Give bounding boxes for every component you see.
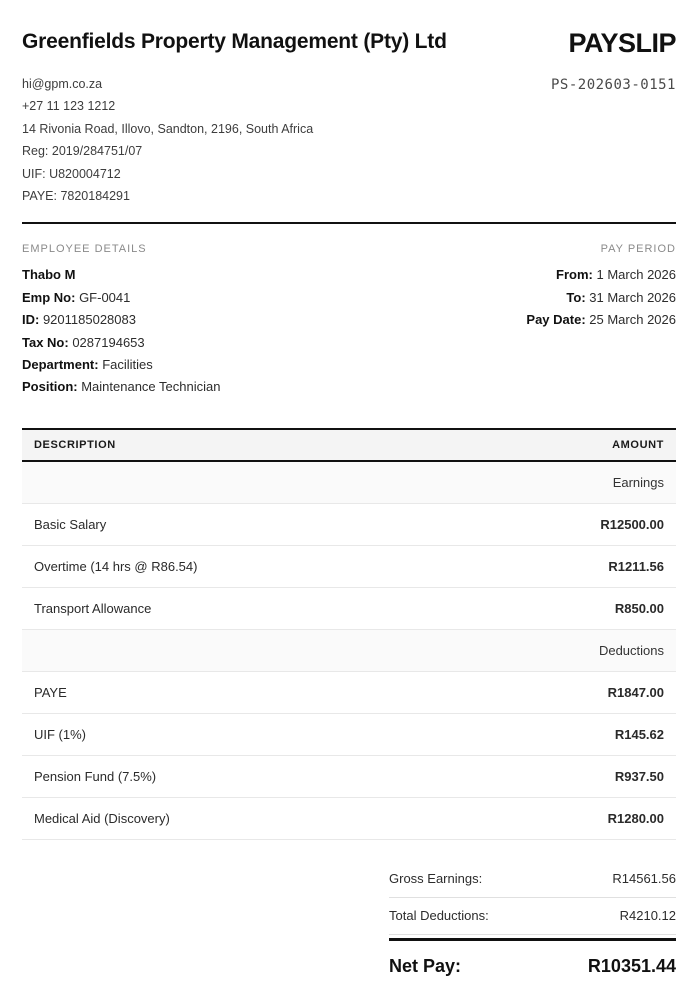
row-amount: R850.00 — [465, 587, 676, 629]
table-row — [22, 503, 676, 545]
field-value: 25 March 2026 — [585, 312, 676, 328]
empty-cell — [22, 461, 465, 504]
company-name: Greenfields Property Management (Pty) Ltd — [22, 30, 447, 53]
row-description: Pension Fund (7.5%) — [22, 755, 465, 797]
employee-id — [22, 309, 220, 331]
row-amount: R937.50 — [465, 755, 676, 797]
payslip-number: PS-202603-0151 — [550, 77, 676, 93]
table-header-description: DESCRIPTION — [22, 429, 465, 461]
table-header-amount: AMOUNT — [465, 429, 676, 461]
row-description: Transport Allowance — [22, 587, 465, 629]
employee-details-label: EMPLOYEE DETAILS — [22, 243, 147, 256]
company-email: hi@gpm.co.za — [22, 77, 103, 91]
net-pay-label: Net Pay: — [389, 955, 462, 976]
employee-details — [22, 243, 220, 398]
total-deductions-row — [389, 898, 676, 935]
field-value: 1 March 2026 — [592, 267, 676, 283]
pay-period-pay-date — [526, 309, 676, 331]
pay-period-label: PAY PERIOD — [600, 243, 676, 256]
pay-period-to — [526, 287, 676, 309]
row-description: PAYE — [22, 671, 465, 713]
table-row — [22, 755, 676, 797]
empty-cell — [22, 629, 465, 671]
row-amount: R12500.00 — [465, 503, 676, 545]
row-description: Medical Aid (Discovery) — [22, 797, 465, 839]
document-title: PAYSLIP — [568, 28, 676, 58]
employee-tax-no — [22, 332, 220, 354]
row-amount: R145.62 — [465, 713, 676, 755]
row-description: Basic Salary — [22, 503, 465, 545]
table-header-row — [22, 429, 676, 461]
employee-department — [22, 354, 220, 376]
field-label: Pay Date: — [526, 312, 586, 328]
details-section — [22, 243, 676, 398]
field-value: 9201185028083 — [39, 312, 136, 328]
row-amount: R1211.56 — [465, 545, 676, 587]
field-value: GF-0041 — [75, 289, 131, 305]
field-label: Tax No: — [22, 334, 69, 350]
table-row — [22, 587, 676, 629]
totals-section — [389, 861, 676, 992]
section-label-earnings: Earnings — [465, 461, 676, 504]
table-section-earnings — [22, 461, 676, 504]
field-label: From: — [556, 267, 593, 283]
company-phone: +27 11 123 1212 — [22, 99, 116, 114]
header-divider — [22, 222, 676, 224]
total-deductions-label: Total Deductions: — [389, 907, 489, 923]
table-row — [22, 671, 676, 713]
company-contact-block — [22, 73, 313, 207]
field-label: Department: — [22, 357, 99, 373]
company-address: 14 Rivonia Road, Illovo, Sandton, 2196, South Africa — [22, 121, 314, 136]
employee-emp-no — [22, 287, 220, 309]
field-value: 31 March 2026 — [585, 289, 676, 305]
gross-earnings-row — [389, 861, 676, 898]
company-paye-number: PAYE: 7820184291 — [22, 189, 130, 204]
field-label: Emp No: — [22, 289, 76, 305]
gross-earnings-label: Gross Earnings: — [389, 870, 483, 886]
table-row — [22, 545, 676, 587]
row-description: Overtime (14 hrs @ R86.54) — [22, 545, 465, 587]
net-pay-row — [389, 938, 676, 992]
gross-earnings-value: R14561.56 — [612, 870, 676, 886]
field-label: Position: — [22, 379, 78, 395]
net-pay-value: R10351.44 — [587, 955, 676, 976]
field-label: To: — [566, 289, 586, 305]
table-section-deductions — [22, 629, 676, 671]
total-deductions-value: R4210.12 — [619, 907, 676, 923]
header-details — [22, 73, 676, 207]
row-amount: R1847.00 — [465, 671, 676, 713]
header — [22, 28, 676, 59]
company-uif-number: UIF: U820004712 — [22, 166, 121, 181]
company-reg-number: Reg: 2019/284751/07 — [22, 144, 143, 159]
row-amount: R1280.00 — [465, 797, 676, 839]
field-label: ID: — [22, 312, 40, 328]
section-label-deductions: Deductions — [465, 629, 676, 671]
field-value: 0287194653 — [68, 334, 145, 350]
pay-table — [22, 428, 676, 840]
employee-position — [22, 376, 220, 398]
employee-name: Thabo M — [22, 267, 76, 283]
field-value: Facilities — [98, 357, 153, 373]
row-description: UIF (1%) — [22, 713, 465, 755]
field-value: Maintenance Technician — [77, 379, 221, 395]
table-row — [22, 713, 676, 755]
pay-period-details — [526, 243, 676, 398]
pay-period-from — [526, 264, 676, 286]
table-row — [22, 797, 676, 839]
